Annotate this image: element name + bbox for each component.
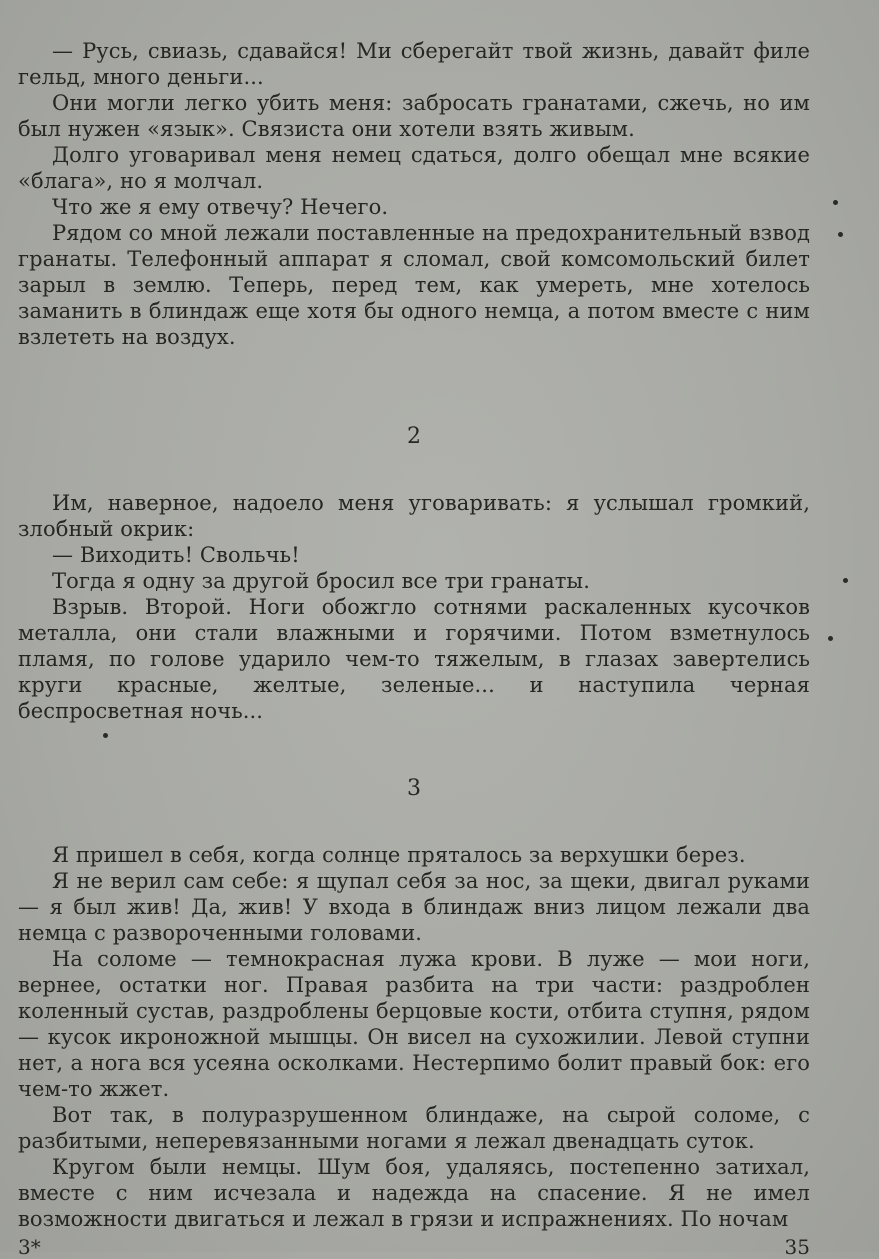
paper-speck [838,232,843,237]
paragraph: Что же я ему отвечу? Нечего. [52,195,389,219]
section-number-2: 2 [407,424,421,449]
paper-speck [828,636,833,641]
book-page [18,30,810,1259]
text-section-3 [18,842,810,1232]
paragraph: Я пришел в себя, когда солнце пряталось за верхушки берез. [52,843,746,867]
paper-speck [833,200,838,205]
text-section-2 [18,490,810,724]
section-number-3: 3 [407,776,421,801]
page-footer [18,1235,810,1259]
paragraph: Я не верил сам себе: я щупал себя за нос, за щеки, двигал руками — я был жив! Да, жив! У входа в блиндаж вниз лицом лежали два немца с развороченными головами. [18,869,810,945]
page-number: 35 [784,1235,810,1259]
paragraph: Вот так, в полуразрушенном блиндаже, на сырой соломе, с разбитыми, неперевязанными ногами я лежал двенадцать суток. [18,1103,810,1153]
paragraph: Долго уговаривал меня немец сдаться, долго обещал мне всякие «блага», но я молчал. [18,143,810,193]
paragraph: Рядом со мной лежали поставленные на предохранительный взвод гранаты. Телефонный аппарат я сломал, свой комсомольский билет зарыл в землю. Теперь, перед тем, как умереть, мне хотелось заманить в блиндаж еще хотя бы одного немца, а потом вместе с ним взлететь на воздух. [18,221,810,349]
paragraph: Тогда я одну за другой бросил все три гранаты. [52,569,591,593]
paragraph: Им, наверное, надоело меня уговаривать: я услышал громкий, злобный окрик: [18,491,810,541]
text-section-1 [18,38,810,350]
paper-speck [103,733,108,738]
paragraph: — Виходить! Свольчь! [52,543,300,567]
paragraph: Кругом были немцы. Шум боя, удаляясь, постепенно затихал, вместе с ним исчезала и надежда на спасение. Я не имел возможности двигаться и лежал в грязи и испражнениях. По ночам [18,1155,810,1231]
paragraph: На соломе — темнокрасная лужа крови. В луже — мои ноги, вернее, остатки ног. Правая разбита на три части: раздроблен коленный сустав, раздроблены берцовые кости, отбита ступня, рядом — кусок икроножной мышцы. Он висел на сухожилии. Левой ступни нет, а нога вся усеяна осколками. Нестерпимо болит правый бок: его чем-то жжет. [18,947,810,1101]
paragraph: — Русь, свиазь, сдавайся! Ми сберегайт твой жизнь, давайт филе гельд, много деньги... [18,39,810,89]
signature-mark: 3* [18,1235,41,1259]
paragraph: Взрыв. Второй. Ноги обожгло сотнями раскаленных кусочков металла, они стали влажными и горячими. Потом взметнулось пламя, по голове ударило чем-то тяжелым, в глазах завертелись круги красные, желтые, зеленые... и наступила черная беспросветная ночь... [18,595,810,723]
paper-speck [843,578,848,583]
paragraph: Они могли легко убить меня: забросать гранатами, сжечь, но им был нужен «язык». Связиста они хотели взять живым. [18,91,810,141]
